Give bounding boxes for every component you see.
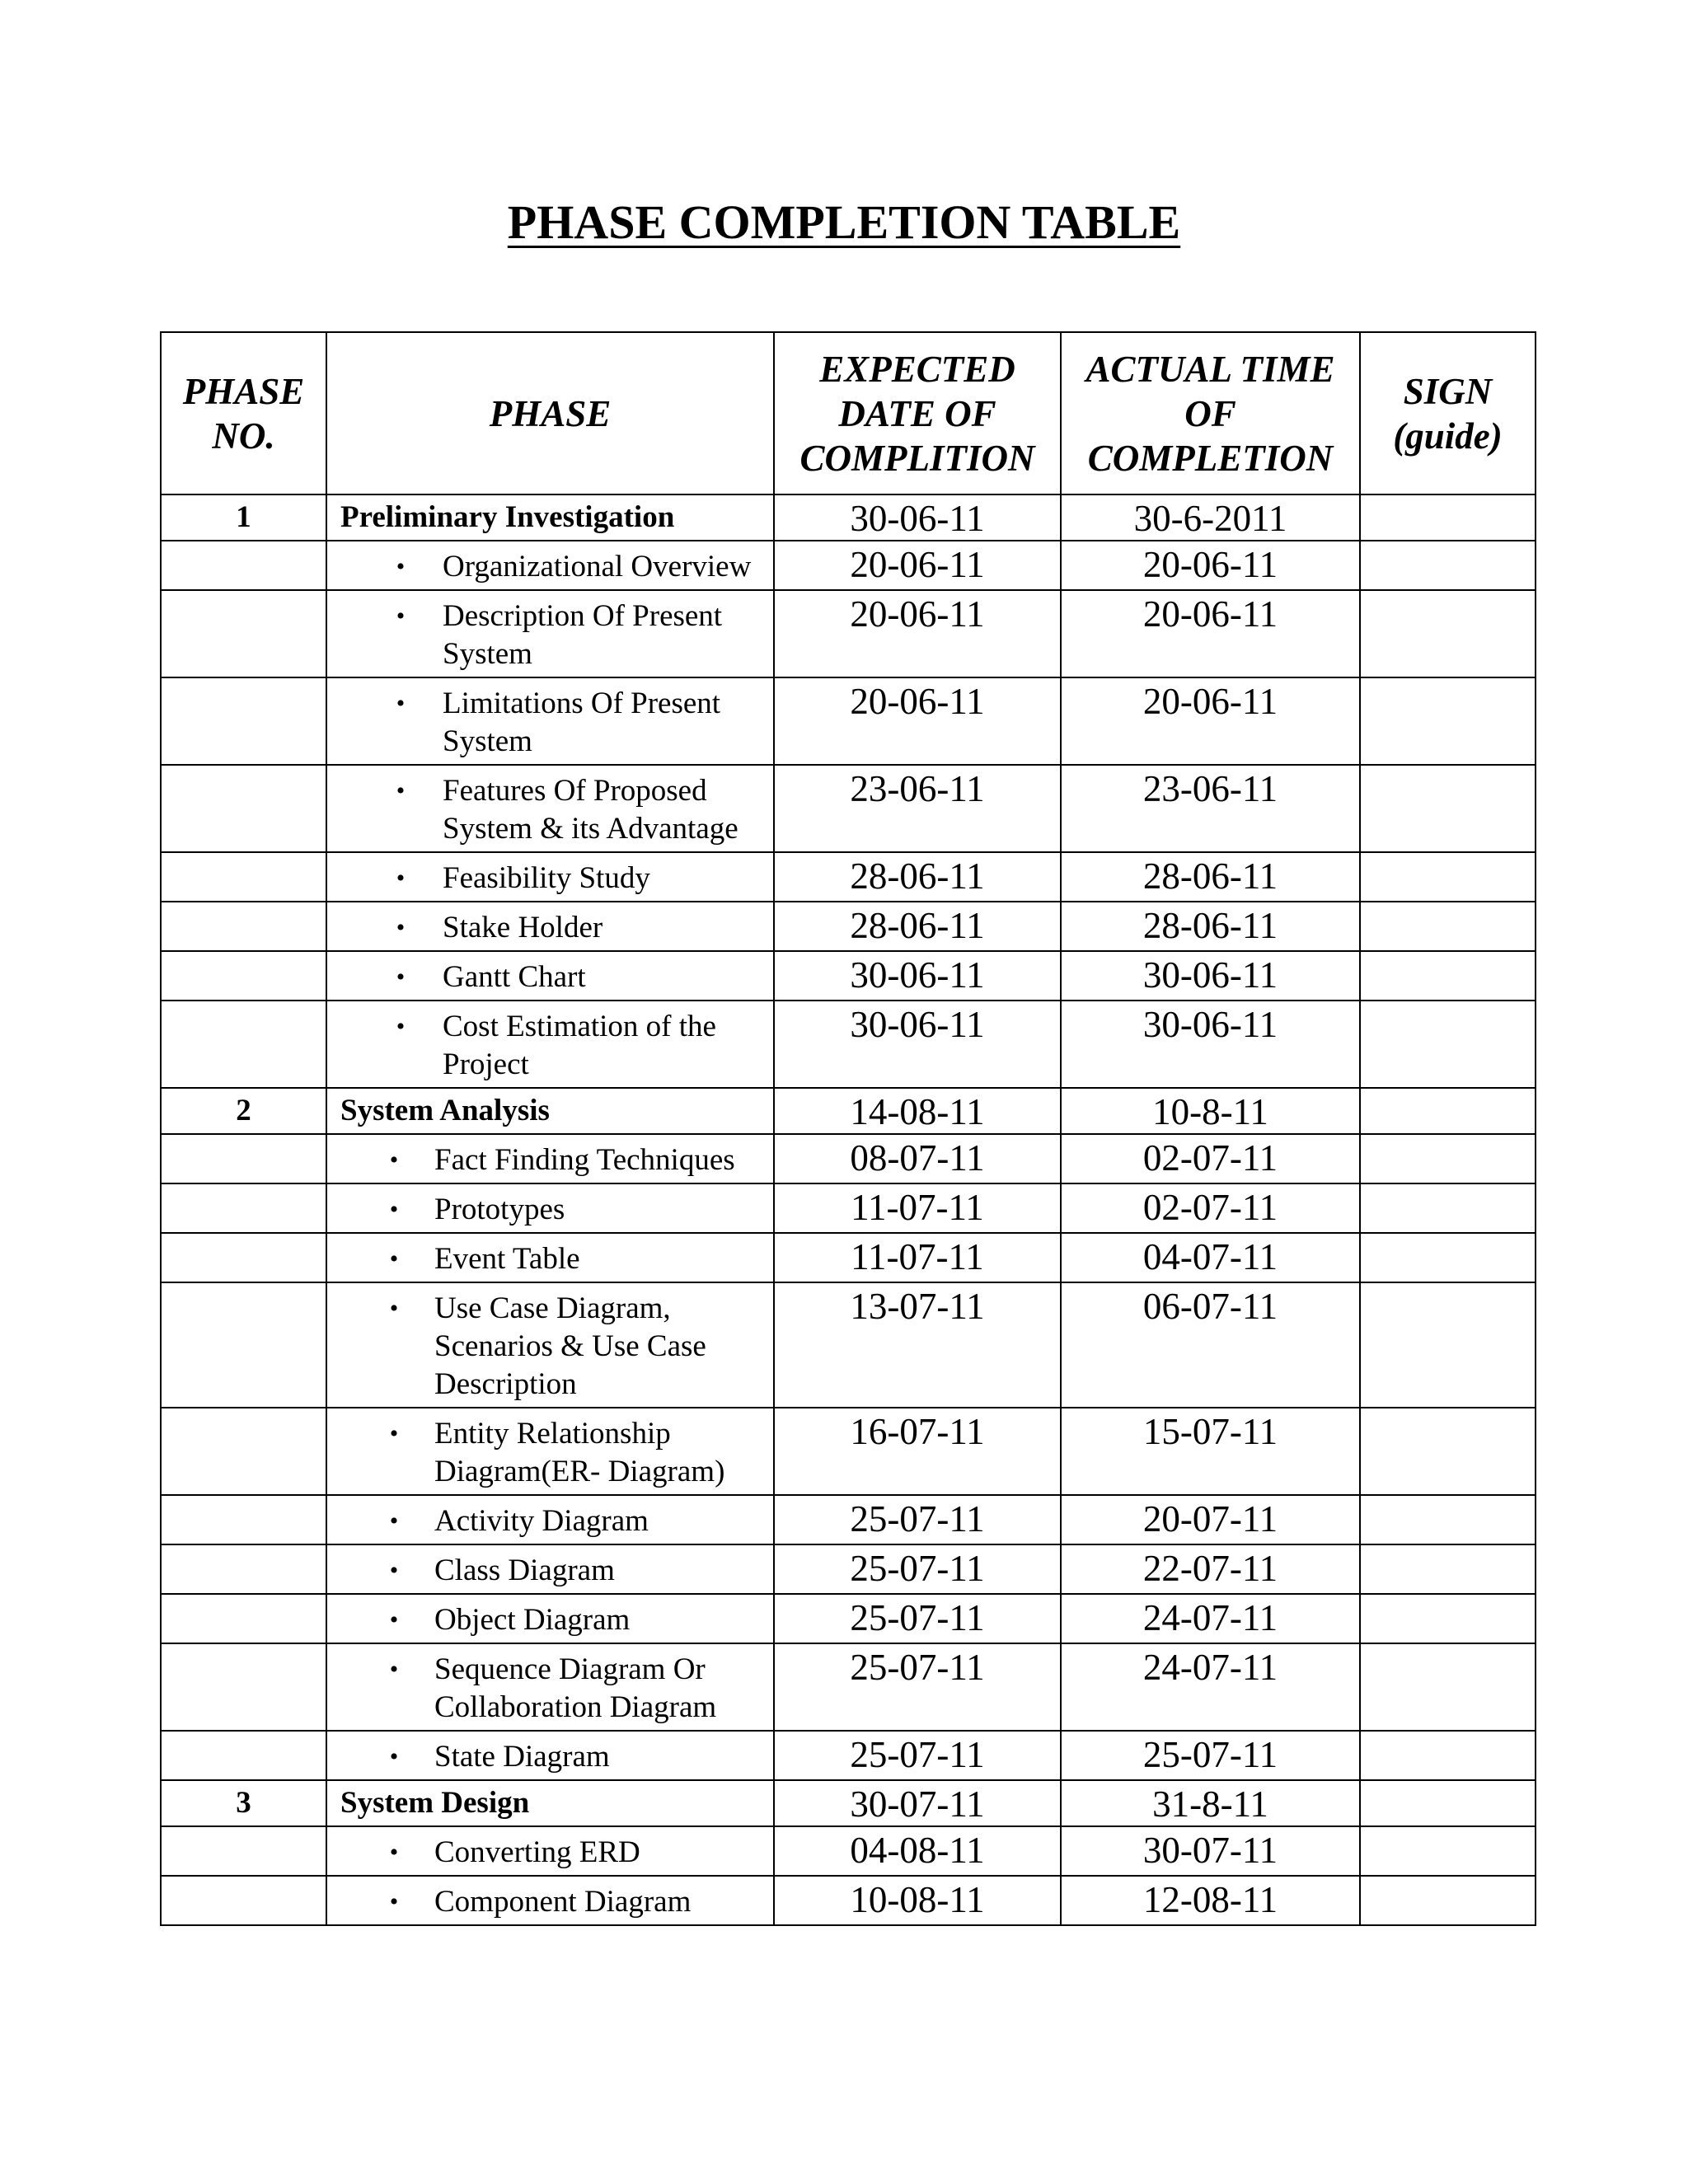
sign-cell[interactable] — [1360, 1088, 1536, 1134]
sign-cell[interactable] — [1360, 1731, 1536, 1780]
subphase-label: Object Diagram — [434, 1603, 631, 1637]
subphase-label: Organizational Overview — [443, 550, 752, 583]
phase-row — [161, 1088, 1536, 1134]
phase-no-cell — [161, 765, 326, 852]
actual-date-cell: 30-07-11 — [1061, 1826, 1360, 1876]
expected-date-cell: 08-07-11 — [774, 1134, 1061, 1183]
sign-cell[interactable] — [1360, 1643, 1536, 1731]
subphase-item — [327, 772, 773, 848]
subphase-item — [327, 1883, 773, 1921]
subphase-name-cell — [326, 1876, 774, 1925]
subphase-label: Prototypes — [434, 1193, 565, 1226]
subphase-row — [161, 1495, 1536, 1544]
sign-cell[interactable] — [1360, 1408, 1536, 1495]
bullet-icon: • — [396, 690, 406, 717]
sign-cell[interactable] — [1360, 902, 1536, 951]
actual-date-cell: 25-07-11 — [1061, 1731, 1360, 1780]
bullet-icon: • — [389, 1656, 399, 1683]
phase-no-cell — [161, 951, 326, 1001]
sign-cell[interactable] — [1360, 1282, 1536, 1408]
subphase-label: Use Case Diagram, Scenarios & Use Case Description — [434, 1291, 706, 1401]
subphase-item — [327, 1008, 773, 1084]
subphase-name-cell — [326, 1233, 774, 1282]
actual-date-cell: 20-06-11 — [1061, 590, 1360, 677]
sign-cell[interactable] — [1360, 1001, 1536, 1088]
bullet-icon: • — [389, 1420, 399, 1447]
subphase-name-cell — [326, 902, 774, 951]
sign-cell[interactable] — [1360, 1183, 1536, 1233]
bullet-icon: • — [396, 553, 406, 580]
header-actual-time — [1061, 332, 1360, 494]
actual-date-cell: 24-07-11 — [1061, 1643, 1360, 1731]
subphase-label: Event Table — [434, 1242, 580, 1276]
actual-date-cell: 20-06-11 — [1061, 541, 1360, 590]
header-line: EXPECTED — [819, 348, 1015, 390]
actual-date-cell: 02-07-11 — [1061, 1134, 1360, 1183]
subphase-row — [161, 1826, 1536, 1876]
sign-cell[interactable] — [1360, 1826, 1536, 1876]
actual-date-cell: 20-06-11 — [1061, 677, 1360, 765]
subphase-label: Limitations Of Present System — [443, 687, 721, 758]
subphase-name-cell — [326, 1282, 774, 1408]
expected-date-cell: 20-06-11 — [774, 541, 1061, 590]
phase-no-cell: 2 — [161, 1088, 326, 1134]
subphase-name-cell — [326, 852, 774, 902]
subphase-label: State Diagram — [434, 1740, 610, 1774]
subphase-label: Activity Diagram — [434, 1504, 649, 1538]
phase-row — [161, 1780, 1536, 1826]
bullet-icon: • — [389, 1888, 399, 1915]
subphase-item — [327, 1651, 773, 1727]
sign-cell[interactable] — [1360, 677, 1536, 765]
header-phase — [326, 332, 774, 494]
subphase-label: Gantt Chart — [443, 960, 586, 994]
subphase-item — [327, 958, 773, 996]
subphase-label: Fact Finding Techniques — [434, 1143, 735, 1177]
subphase-row — [161, 1001, 1536, 1088]
actual-date-cell: 10-8-11 — [1061, 1088, 1360, 1134]
header-line: COMPLITION — [799, 437, 1035, 479]
bullet-icon: • — [396, 963, 406, 991]
subphase-name-cell — [326, 541, 774, 590]
actual-date-cell: 06-07-11 — [1061, 1282, 1360, 1408]
header-expected-date — [774, 332, 1061, 494]
bullet-icon: • — [389, 1295, 399, 1322]
subphase-row — [161, 1643, 1536, 1731]
expected-date-cell: 04-08-11 — [774, 1826, 1061, 1876]
expected-date-cell: 20-06-11 — [774, 590, 1061, 677]
phase-no-cell — [161, 1183, 326, 1233]
sign-cell[interactable] — [1360, 1134, 1536, 1183]
subphase-name-cell — [326, 1643, 774, 1731]
subphase-item — [327, 685, 773, 761]
expected-date-cell: 11-07-11 — [774, 1233, 1061, 1282]
subphase-name-cell — [326, 1183, 774, 1233]
header-line: PHASE — [489, 392, 612, 434]
bullet-icon: • — [389, 1606, 399, 1633]
phase-no-cell — [161, 1233, 326, 1282]
actual-date-cell: 23-06-11 — [1061, 765, 1360, 852]
phase-no-cell — [161, 1001, 326, 1088]
page-title — [0, 191, 1688, 254]
subphase-row — [161, 1731, 1536, 1780]
actual-date-cell: 24-07-11 — [1061, 1594, 1360, 1643]
phase-name-cell: Preliminary Investigation — [326, 494, 774, 541]
sign-cell[interactable] — [1360, 1594, 1536, 1643]
subphase-row — [161, 1408, 1536, 1495]
subphase-row — [161, 765, 1536, 852]
subphase-item — [327, 909, 773, 947]
header-phase-no — [161, 332, 326, 494]
subphase-label: Cost Estimation of the Project — [443, 1010, 716, 1081]
bullet-icon: • — [396, 777, 406, 804]
subphase-name-cell — [326, 951, 774, 1001]
header-row — [161, 332, 1536, 494]
bullet-icon: • — [396, 914, 406, 941]
subphase-name-cell — [326, 590, 774, 677]
phase-no-cell — [161, 1282, 326, 1408]
bullet-icon: • — [396, 1013, 406, 1040]
actual-date-cell: 02-07-11 — [1061, 1183, 1360, 1233]
expected-date-cell: 28-06-11 — [774, 852, 1061, 902]
sign-cell[interactable] — [1360, 590, 1536, 677]
header-line: SIGN — [1403, 370, 1493, 412]
expected-date-cell: 25-07-11 — [774, 1643, 1061, 1731]
expected-date-cell: 30-06-11 — [774, 951, 1061, 1001]
subphase-label: Stake Holder — [443, 911, 603, 944]
subphase-item — [327, 1240, 773, 1278]
expected-date-cell: 25-07-11 — [774, 1495, 1061, 1544]
phase-name-cell: System Design — [326, 1780, 774, 1826]
header-line: ACTUAL TIME — [1085, 348, 1335, 390]
subphase-name-cell — [326, 765, 774, 852]
actual-date-cell: 28-06-11 — [1061, 852, 1360, 902]
subphase-item — [327, 1738, 773, 1776]
subphase-label: Component Diagram — [434, 1885, 692, 1919]
subphase-item — [327, 1834, 773, 1872]
subphase-name-cell — [326, 677, 774, 765]
expected-date-cell: 13-07-11 — [774, 1282, 1061, 1408]
sign-cell[interactable] — [1360, 1544, 1536, 1594]
expected-date-cell: 30-07-11 — [774, 1780, 1061, 1826]
subphase-name-cell — [326, 1594, 774, 1643]
subphase-item — [327, 548, 773, 586]
sign-cell[interactable] — [1360, 494, 1536, 541]
table-body — [161, 494, 1536, 1925]
subphase-row — [161, 1233, 1536, 1282]
actual-date-cell: 30-06-11 — [1061, 951, 1360, 1001]
expected-date-cell: 30-06-11 — [774, 494, 1061, 541]
subphase-name-cell — [326, 1134, 774, 1183]
subphase-item — [327, 1552, 773, 1590]
phase-no-cell: 1 — [161, 494, 326, 541]
subphase-item — [327, 1502, 773, 1540]
bullet-icon: • — [389, 1839, 399, 1866]
subphase-name-cell — [326, 1001, 774, 1088]
bullet-icon: • — [389, 1146, 399, 1174]
phase-no-cell — [161, 1731, 326, 1780]
actual-date-cell: 20-07-11 — [1061, 1495, 1360, 1544]
phase-no-cell — [161, 541, 326, 590]
expected-date-cell: 14-08-11 — [774, 1088, 1061, 1134]
phase-no-cell — [161, 852, 326, 902]
phase-no-cell — [161, 1495, 326, 1544]
header-line: NO. — [212, 415, 275, 457]
bullet-icon: • — [389, 1507, 399, 1535]
subphase-row — [161, 1183, 1536, 1233]
phase-row — [161, 494, 1536, 541]
sign-cell[interactable] — [1360, 1233, 1536, 1282]
phase-no-cell — [161, 1544, 326, 1594]
expected-date-cell: 11-07-11 — [774, 1183, 1061, 1233]
sign-cell[interactable] — [1360, 1780, 1536, 1826]
sign-cell[interactable] — [1360, 852, 1536, 902]
subphase-name-cell — [326, 1408, 774, 1495]
subphase-item — [327, 1290, 773, 1404]
expected-date-cell: 25-07-11 — [774, 1544, 1061, 1594]
phase-no-cell — [161, 1826, 326, 1876]
actual-date-cell: 22-07-11 — [1061, 1544, 1360, 1594]
subphase-row — [161, 1544, 1536, 1594]
subphase-item — [327, 1601, 773, 1639]
actual-date-cell: 30-06-11 — [1061, 1001, 1360, 1088]
subphase-label: Entity Relationship Diagram(ER- Diagram) — [434, 1417, 725, 1488]
phase-completion-table — [160, 331, 1536, 1926]
actual-date-cell: 28-06-11 — [1061, 902, 1360, 951]
expected-date-cell: 10-08-11 — [774, 1876, 1061, 1925]
subphase-name-cell — [326, 1544, 774, 1594]
subphase-label: Class Diagram — [434, 1554, 615, 1587]
expected-date-cell: 16-07-11 — [774, 1408, 1061, 1495]
actual-date-cell: 15-07-11 — [1061, 1408, 1360, 1495]
subphase-name-cell — [326, 1826, 774, 1876]
phase-no-cell — [161, 1643, 326, 1731]
header-line: DATE OF — [838, 392, 996, 434]
sign-cell[interactable] — [1360, 765, 1536, 852]
expected-date-cell: 30-06-11 — [774, 1001, 1061, 1088]
subphase-row — [161, 1282, 1536, 1408]
actual-date-cell: 31-8-11 — [1061, 1780, 1360, 1826]
expected-date-cell: 20-06-11 — [774, 677, 1061, 765]
expected-date-cell: 25-07-11 — [774, 1731, 1061, 1780]
phase-no-cell — [161, 1408, 326, 1495]
subphase-item — [327, 1415, 773, 1491]
subphase-name-cell — [326, 1731, 774, 1780]
sign-cell[interactable] — [1360, 1495, 1536, 1544]
subphase-row — [161, 951, 1536, 1001]
bullet-icon: • — [396, 602, 406, 630]
subphase-label: Feasibility Study — [443, 861, 650, 895]
subphase-row — [161, 1134, 1536, 1183]
subphase-item — [327, 598, 773, 673]
header-line: PHASE — [182, 370, 305, 412]
phase-no-cell: 3 — [161, 1780, 326, 1826]
header-sign — [1360, 332, 1536, 494]
subphase-row — [161, 852, 1536, 902]
page-title-text: PHASE COMPLETION TABLE — [507, 195, 1181, 249]
bullet-icon: • — [389, 1743, 399, 1770]
phase-no-cell — [161, 1876, 326, 1925]
subphase-row — [161, 677, 1536, 765]
subphase-item — [327, 1191, 773, 1229]
sign-cell[interactable] — [1360, 951, 1536, 1001]
subphase-row — [161, 1876, 1536, 1925]
phase-no-cell — [161, 1134, 326, 1183]
actual-date-cell: 04-07-11 — [1061, 1233, 1360, 1282]
subphase-label: Features Of Proposed System & its Advantage — [443, 774, 738, 846]
subphase-row — [161, 1594, 1536, 1643]
subphase-row — [161, 902, 1536, 951]
subphase-name-cell — [326, 1495, 774, 1544]
actual-date-cell: 30-6-2011 — [1061, 494, 1360, 541]
subphase-row — [161, 590, 1536, 677]
expected-date-cell: 23-06-11 — [774, 765, 1061, 852]
bullet-icon: • — [389, 1196, 399, 1223]
bullet-icon: • — [396, 865, 406, 892]
subphase-row — [161, 541, 1536, 590]
sign-cell[interactable] — [1360, 1876, 1536, 1925]
sign-cell[interactable] — [1360, 541, 1536, 590]
subphase-item — [327, 1141, 773, 1179]
subphase-item — [327, 860, 773, 898]
subphase-label: Converting ERD — [434, 1835, 640, 1869]
actual-date-cell: 12-08-11 — [1061, 1876, 1360, 1925]
header-line: OF — [1184, 392, 1236, 434]
header-line: (guide) — [1393, 415, 1503, 457]
header-line: COMPLETION — [1087, 437, 1334, 479]
phase-no-cell — [161, 902, 326, 951]
phase-no-cell — [161, 1594, 326, 1643]
phase-no-cell — [161, 590, 326, 677]
bullet-icon: • — [389, 1245, 399, 1272]
expected-date-cell: 25-07-11 — [774, 1594, 1061, 1643]
bullet-icon: • — [389, 1557, 399, 1584]
subphase-label: Description Of Present System — [443, 599, 723, 671]
expected-date-cell: 28-06-11 — [774, 902, 1061, 951]
phase-no-cell — [161, 677, 326, 765]
subphase-label: Sequence Diagram Or Collaboration Diagram — [434, 1652, 717, 1724]
phase-name-cell: System Analysis — [326, 1088, 774, 1134]
